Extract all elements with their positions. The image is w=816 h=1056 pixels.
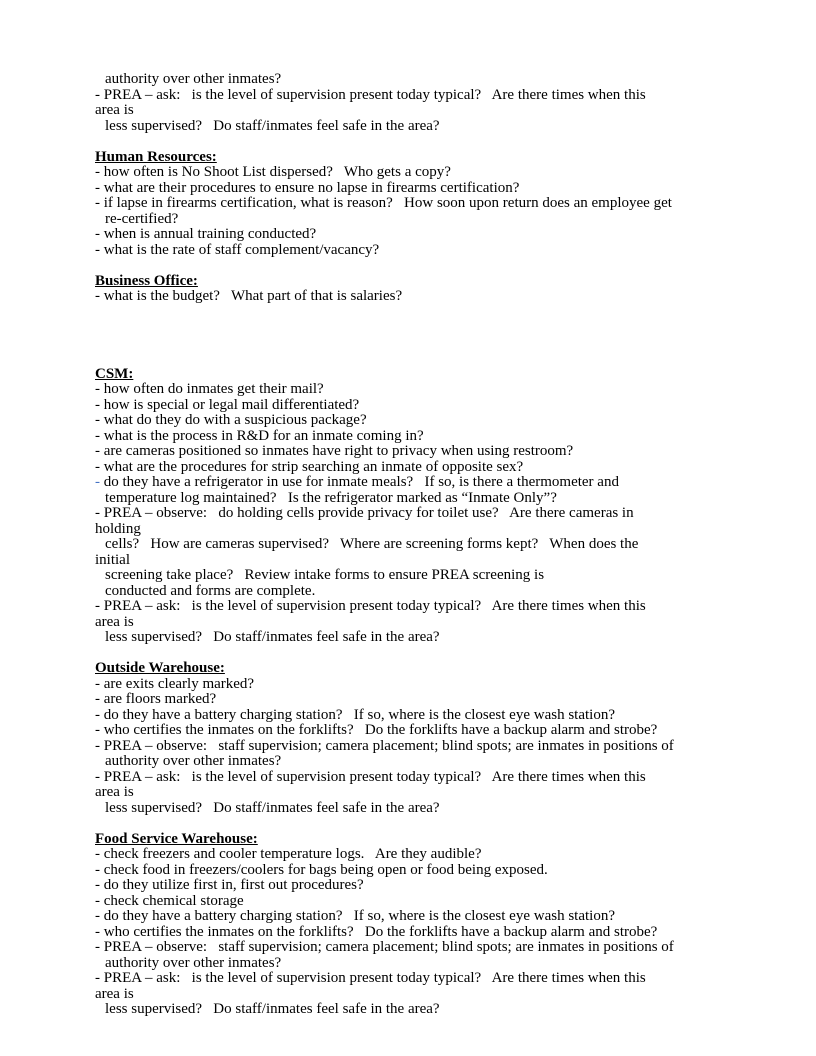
section-heading-food-service-warehouse: Food Service Warehouse: [95,830,258,847]
document-line: - PREA – ask: is the level of supervision present today typical? Are there times when this [95,598,646,614]
document-line: - if lapse in firearms certification, what is reason? How soon upon return does an employee get [95,195,672,211]
section-csm [95,367,786,662]
document-content [95,72,786,1018]
document-line: re-certified? [105,210,179,227]
section-food-service-warehouse [95,832,786,1018]
blue-dash: - [95,474,100,490]
document-line: - are cameras positioned so inmates have right to privacy when using restroom? [95,443,574,459]
document-line: less supervised? Do staff/inmates feel safe in the area? [105,799,440,816]
document-line: - what are the procedures for strip searching an inmate of opposite sex? [95,458,524,475]
document-line: - what is the rate of staff complement/vacancy? [95,241,380,258]
document-line: - are exits clearly marked? [95,675,255,692]
document-line: less supervised? Do staff/inmates feel safe in the area? [105,117,440,134]
document-line: - check freezers and cooler temperature logs. Are they audible? [95,846,482,862]
document-line: - who certifies the inmates on the forklifts? Do the forklifts have a backup alarm and strobe? [95,923,658,940]
document-line: - what is the process in R&D for an inmate coming in? [95,427,424,444]
document-line: - who certifies the inmates on the forklifts? Do the forklifts have a backup alarm and strobe? [95,722,658,738]
document-line: less supervised? Do staff/inmates feel safe in the area? [105,629,440,645]
blank-line [95,320,786,336]
section-continuation [95,72,786,150]
document-line: - PREA – observe: staff supervision; camera placement; blind spots; are inmates in positions of [95,737,674,754]
blank-line [95,258,786,274]
section-heading-csm: CSM: [95,365,134,382]
blank-line [95,646,786,662]
document-line: area is [95,985,134,1002]
document-line: - when is annual training conducted? [95,226,317,242]
document-line: - do they have a battery charging station? If so, where is the closest eye wash station? [95,706,615,723]
document-line: area is [95,784,134,800]
document-line: - PREA – ask: is the level of supervision present today typical? Are there times when this [95,86,646,103]
section-human-resources [95,150,786,274]
document-line: - do they utilize first in, first out procedures? [95,877,364,893]
document-line: - PREA – ask: is the level of supervision present today typical? Are there times when this [95,768,646,785]
document-line: - check food in freezers/coolers for bags being open or food being exposed. [95,861,548,878]
document-line: conducted and forms are complete. [105,582,316,599]
blank-line [95,816,786,832]
blank-line [95,336,786,352]
document-line: - do they have a refrigerator in use for inmate meals? If so, is there a thermometer and [95,474,619,490]
document-line: - what are their procedures to ensure no lapse in firearms certification? [95,179,520,196]
blank-line [95,351,786,367]
document-line: - PREA – observe: staff supervision; camera placement; blind spots; are inmates in positions of [95,939,674,955]
document-line: initial [95,551,130,568]
section-heading-business-office: Business Office: [95,272,198,289]
blank-line [95,305,786,321]
section-heading-human-resources: Human Resources: [95,148,217,165]
document-line: screening take place? Review intake forms to ensure PREA screening is [105,567,545,583]
document-line: - what do they do with a suspicious package? [95,412,367,428]
document-line: - how is special or legal mail differentiated? [95,396,360,413]
section-outside-warehouse [95,661,786,832]
document-line: authority over other inmates? [105,71,282,87]
document-line: - PREA – observe: do holding cells provide privacy for toilet use? Are there cameras in [95,505,634,521]
document-line: - what is the budget? What part of that is salaries? [95,288,403,304]
document-line: cells? How are cameras supervised? Where are screening forms kept? When does the [105,536,639,552]
section-business-office [95,274,786,367]
document-line: less supervised? Do staff/inmates feel safe in the area? [105,1001,440,1017]
document-line: - are floors marked? [95,691,217,707]
document-line: - how often is No Shoot List dispersed? Who gets a copy? [95,164,451,180]
document-line: authority over other inmates? [105,753,282,769]
document-line: - how often do inmates get their mail? [95,381,324,397]
document-line: holding [95,520,141,537]
blank-line [95,134,786,150]
document-line: temperature log maintained? Is the refrigerator marked as “Inmate Only”? [105,489,557,506]
document-line: - check chemical storage [95,892,244,909]
document-line: area is [95,102,134,118]
document-line: - do they have a battery charging station? If so, where is the closest eye wash station? [95,908,615,924]
document-line: - PREA – ask: is the level of supervision present today typical? Are there times when this [95,970,646,986]
document-line: authority over other inmates? [105,954,282,971]
section-heading-outside-warehouse: Outside Warehouse: [95,660,225,676]
document-line: area is [95,613,134,630]
